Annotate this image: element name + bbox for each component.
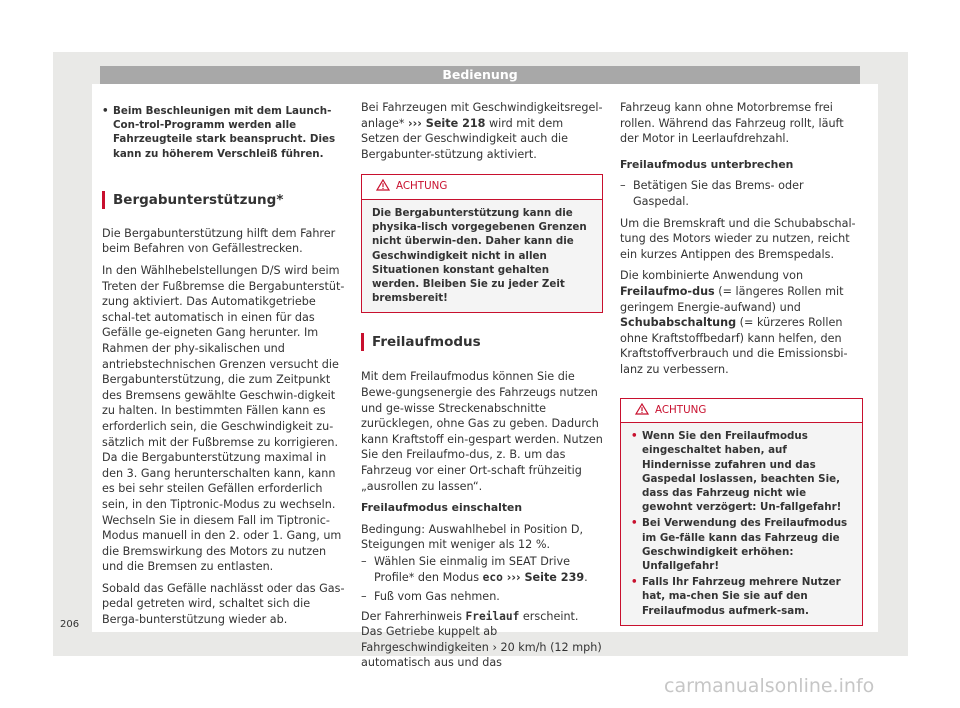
dash-icon: – <box>361 554 367 568</box>
page-reference-link[interactable]: ››› Seite 239 <box>502 570 585 584</box>
paragraph: Die Bergabunterstützung hilft dem Fahrer beim Befahren von Gefällestrecken. <box>102 226 336 256</box>
text: (= längeres Rollen mit geringem Energie-aufwand) und <box>620 284 844 314</box>
paragraph: Bedingung: Auswahlhebel in Position D, Steigungen mit weniger als 12 %. <box>361 522 584 552</box>
paragraph: Mit dem Freilaufmodus können Sie die Bewe-gungsenergie des Fahrzeugs nutzen und ge-wisse Streckenabschnitte zurücklegen, ohne Gas zu geben. Dadurch kann Kraftstoff ein-gespart werden. Nutzen Sie den Freilaufmo-dus, z. B. um das Fahrzeug vor einer Ort-schaft frühzeitig „ausrollen zu lassen“. <box>361 370 603 493</box>
warning-text <box>621 423 862 625</box>
page-header: Bedienung <box>100 66 860 84</box>
section-heading-freilauf <box>361 333 603 351</box>
column-2 <box>361 100 603 677</box>
section-title: Freilaufmodus <box>372 334 481 351</box>
text: Falls Ihr Fahrzeug mehrere Nutzer hat, ma-chen Sie sie auf den Freilaufmodus aufmerk-sam. <box>642 576 841 617</box>
watermark: carmanualsonline.info <box>664 675 875 697</box>
warning-triangle-icon <box>635 403 649 415</box>
warning-triangle-icon <box>376 179 390 191</box>
warning-box <box>620 398 863 626</box>
dash-icon: – <box>361 590 367 604</box>
list-item <box>361 589 603 605</box>
warning-bullet <box>631 429 852 514</box>
page-reference-link[interactable]: ››› Seite 218 <box>408 116 486 130</box>
warning-box <box>361 174 603 313</box>
text: erscheint. Das Getriebe kuppelt ab Fahrgeschwindigkeiten › 20 km/h (12 mph) automatisch aus und das <box>361 609 602 670</box>
term: Schubabschaltung <box>620 316 737 330</box>
text: Der Fahrerhinweis <box>361 609 466 623</box>
paragraph: Fahrzeug kann ohne Motorbremse frei rollen. Während das Fahrzeug rollt, läuft der Motor in Leerlaufdrehzahl. <box>620 101 844 146</box>
text: Betätigen Sie das Brems- oder Gaspedal. <box>633 179 804 208</box>
text: Wählen Sie einmalig im SEAT Drive Profile* den Modus <box>374 554 571 584</box>
warning-header <box>362 175 602 200</box>
text: Fuß vom Gas nehmen. <box>374 590 500 604</box>
warning-header <box>621 399 862 424</box>
dash-icon: – <box>620 179 626 193</box>
bullet-text: Beim Beschleunigen mit dem Launch-Con-trol-Programm werden alle Fahrzeugteile stark beansprucht. Dies kann zu höherem Verschleiß führen. <box>113 105 336 160</box>
subheading: Freilaufmodus einschalten <box>361 501 523 515</box>
page-number: 206 <box>60 619 80 630</box>
column-1 <box>102 104 347 634</box>
bullet-icon: • <box>631 517 638 530</box>
section-title: Bergabunterstützung* <box>113 191 284 208</box>
warning-label: ACHTUNG <box>655 403 707 416</box>
text: Bei Fahrzeugen mit Geschwindigkeitsregel-anlage* <box>361 101 603 130</box>
paragraph <box>620 268 863 377</box>
column-3 <box>620 100 863 626</box>
text: (= kürzeres Rollen ohne Kraftstoffbedarf) kann helfen, den Kraftstoffverbrauch und die Emissionsbi-lanz zu verbessern. <box>620 316 848 376</box>
text: Die kombinierte Anwendung von <box>620 269 804 283</box>
bullet-icon: • <box>631 576 638 589</box>
text: Bei Verwendung des Freilaufmodus im Ge-fälle kann das Fahrzeug die Geschwindigkeit erhöhen: Unfallgefahr! <box>642 517 848 572</box>
paragraph: In den Wählhebelstellungen D/S wird beim Treten der Fußbremse die Bergabunterstüt-zung aktiviert. Das Automatikgetriebe schal-tet automatisch in einen für das Gefälle ge-eigneten Gang herunter. Im Rahmen der phy-sikalischen und antriebstechnischen Grenzen versucht die Bergabunterstützung, die zum Zeitpunkt des Bremsens gewählte Geschwin-digkeit zu halten. In bestimmten Fällen kann es erforderlich sein, die Geschwindigkeit zu-sätzlich mit der Fußbremse zu korrigieren. Da die Bergabunterstützung maximal in den 3. Gang herunterschalten kann, kann es bei sehr steilen Gefällen erforderlich sein, in den Tiptronic-Modus zu wechseln. Wechseln Sie in diesem Fall im Tiptronic-Modus manuell in den 2. oder 1. Gang, um die Bremswirkung des Motors zu nutzen und die Bremsen zu entlasten. <box>102 264 345 574</box>
paragraph <box>361 100 603 162</box>
term: Freilaufmo-dus <box>620 284 715 298</box>
paragraph: Um die Bremskraft und die Schubabschal-tung des Motors wieder zu nutzen, reicht ein kurzes Antippen des Bremspedals. <box>620 216 856 261</box>
text: . <box>584 570 588 584</box>
display-message: Freilauf <box>465 609 520 623</box>
bullet-icon: • <box>102 105 109 117</box>
warning-text: Die Bergabunterstützung kann die physika-lisch vorgegebenen Grenzen nicht überwin-den. Daher kann die Geschwindigkeit nicht in allen Situationen konstant gehalten werden. Bleiben Sie zu jeder Zeit bremsbereit! <box>362 200 602 312</box>
eco-mode-label: eco <box>482 570 503 584</box>
list-item <box>620 178 863 209</box>
section-heading-bergab <box>102 191 347 209</box>
paragraph: Sobald das Gefälle nachlässt oder das Gas-pedal getreten wird, schaltet sich die Berga-bunterstützung wieder ab. <box>102 581 345 627</box>
text: wird mit dem Setzen der Geschwindigkeit auch die Bergabunter-stützung aktiviert. <box>361 116 569 161</box>
warning-label: ACHTUNG <box>396 180 448 193</box>
list-item <box>361 554 603 585</box>
bullet-item <box>102 104 347 161</box>
subheading: Freilaufmodus unterbrechen <box>620 157 794 171</box>
page-content <box>92 84 878 670</box>
bullet-icon: • <box>631 430 638 443</box>
paragraph <box>361 609 603 671</box>
text: Wenn Sie den Freilaufmodus eingeschaltet haben, auf Hindernisse zufahren und das Gaspedal loslassen, beachten Sie, dass das Fahrzeug nicht wie gewohnt verzögert: Un-fallgefahr! <box>642 430 842 514</box>
warning-bullet <box>631 575 852 618</box>
warning-bullet <box>631 516 852 573</box>
